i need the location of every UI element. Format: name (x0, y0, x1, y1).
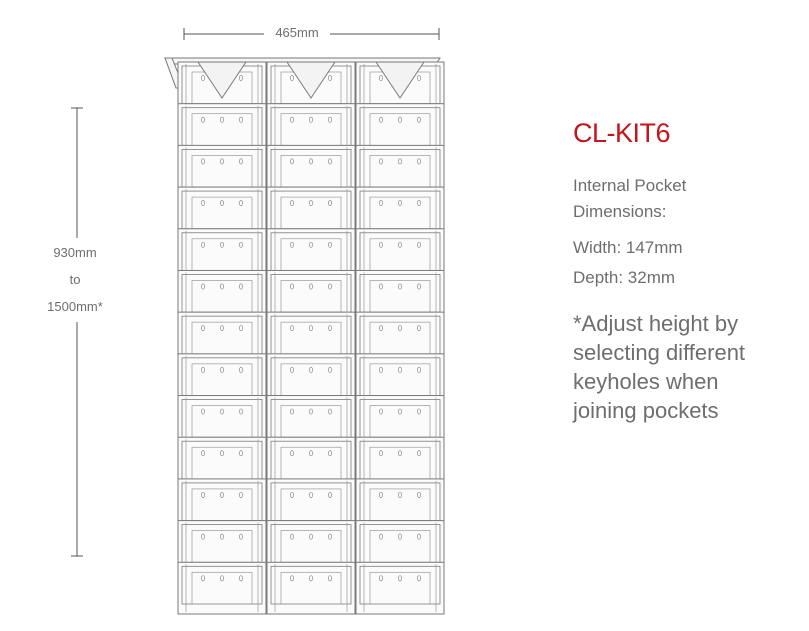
height-to-label: to (69, 272, 81, 287)
height-adjust-note (573, 309, 803, 425)
pocket-depth: Depth: 32mm (573, 268, 676, 287)
height-dimension-line (71, 108, 83, 556)
product-info (573, 118, 803, 425)
rack-column (178, 62, 266, 614)
spec-heading-line: Dimensions: (573, 202, 667, 221)
note-line: keyholes when (573, 369, 719, 394)
note-line: joining pockets (573, 398, 719, 423)
pocket (356, 562, 444, 614)
height-min-label: 930mm (53, 245, 97, 260)
rack-pockets (178, 62, 444, 614)
product-code: CL-KIT6 (573, 118, 671, 148)
spec-heading-line: Internal Pocket (573, 176, 687, 195)
spec-heading (573, 173, 803, 225)
pocket (178, 562, 266, 614)
note-line: selecting different (573, 340, 746, 365)
rack-column (267, 62, 355, 614)
pocket (267, 562, 355, 614)
pocket-width: Width: 147mm (573, 238, 683, 257)
rack-column (356, 62, 444, 614)
width-dimension-label: 465mm (264, 25, 330, 40)
note-line: *Adjust height by (573, 311, 739, 336)
height-max-label: 1500mm* (47, 299, 103, 314)
